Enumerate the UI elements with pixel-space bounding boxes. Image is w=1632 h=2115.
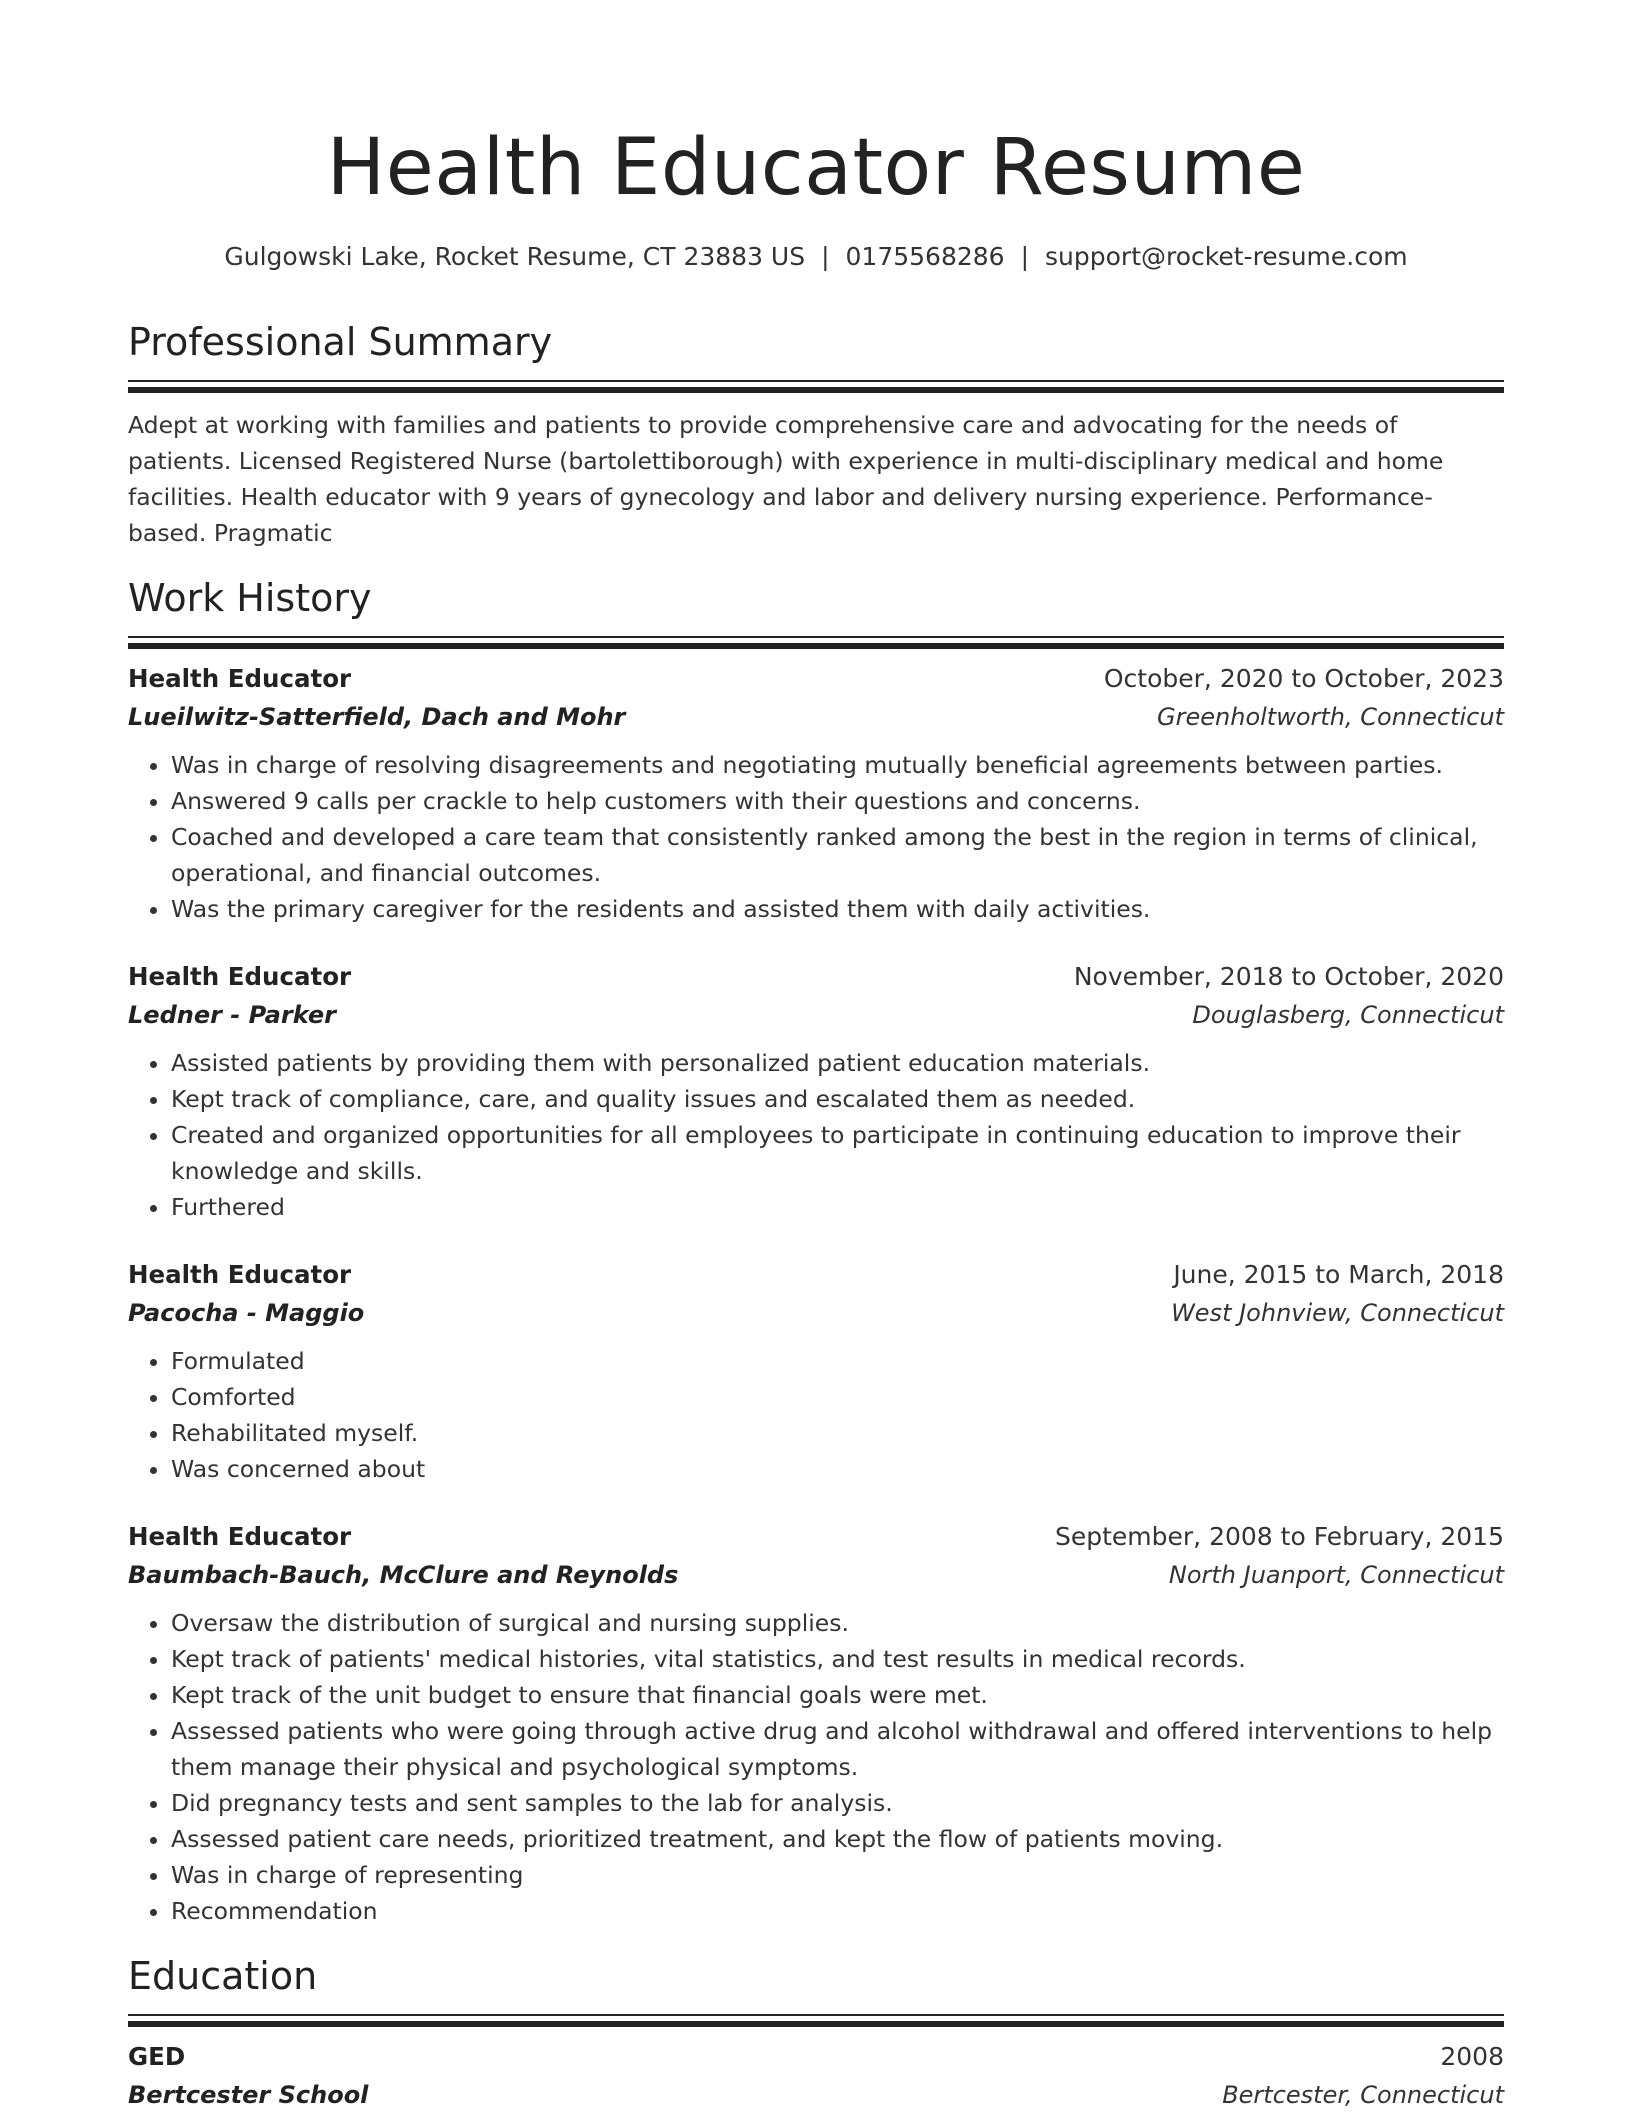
job-bullets <box>128 1343 1504 1487</box>
summary-heading: Professional Summary <box>128 320 553 364</box>
contact-address: Gulgowski Lake, Rocket Resume, CT 23883 US <box>224 242 806 271</box>
education-school: Bertcester School <box>128 2081 369 2109</box>
job-title: Health Educator <box>128 1522 352 1551</box>
bullet-item: • Assessed patient care needs, prioritized treatment, and kept the flow of patients moving. <box>171 1821 1504 1857</box>
bullet-item: • Comforted <box>171 1379 1504 1415</box>
job-bullets <box>128 747 1504 927</box>
job-company: Ledner - Parker <box>128 1001 336 1029</box>
contact-line <box>128 240 1504 274</box>
bullet-item: • Did pregnancy tests and sent samples to the lab for analysis. <box>171 1785 1504 1821</box>
job-dates: September, 2008 to February, 2015 <box>1055 1522 1504 1551</box>
job-company: Pacocha - Maggio <box>128 1299 365 1327</box>
bullet-item: • Created and organized opportunities for all employees to participate in continuing education to improve their knowledge and skills. <box>171 1117 1504 1189</box>
bullet-item: • Recommendation <box>171 1893 1504 1929</box>
work-history-section <box>128 573 1504 1929</box>
job-company: Baumbach-Bauch, McClure and Reynolds <box>128 1561 679 1589</box>
bullet-item: • Assisted patients by providing them with personalized patient education materials. <box>171 1045 1504 1081</box>
bullet-item: • Coached and developed a care team that consistently ranked among the best in the region in terms of clinical, operational, and financial outcomes. <box>171 819 1504 891</box>
education-entry <box>128 2039 1504 2115</box>
job-bullets <box>128 1605 1504 1929</box>
bullet-item: • Formulated <box>171 1343 1504 1379</box>
bullet-item: • Kept track of the unit budget to ensure that financial goals were met. <box>171 1677 1504 1713</box>
education-section <box>128 1951 1504 2115</box>
education-location: Bertcester, Connecticut <box>1222 2081 1504 2109</box>
job-location: West Johnview, Connecticut <box>1171 1299 1504 1327</box>
job-title: Health Educator <box>128 664 352 693</box>
contact-separator: | <box>821 242 830 271</box>
job-dates: June, 2015 to March, 2018 <box>1173 1260 1504 1289</box>
summary-section <box>128 317 1504 551</box>
job-entry <box>128 1519 1504 1929</box>
job-location: Greenholtworth, Connecticut <box>1157 703 1504 731</box>
job-location: North Juanport, Connecticut <box>1168 1561 1504 1589</box>
bullet-item: • Rehabilitated myself. <box>171 1415 1504 1451</box>
bullet-item: • Assessed patients who were going through active drug and alcohol withdrawal and offered interventions to help them manage their physical and psychological symptoms. <box>171 1713 1504 1785</box>
section-divider <box>128 636 1504 649</box>
bullet-item: • Was in charge of resolving disagreements and negotiating mutually beneficial agreements between parties. <box>171 747 1504 783</box>
resume-page <box>128 0 1504 2115</box>
contact-email: support@rocket-resume.com <box>1045 242 1408 271</box>
job-bullets <box>128 1045 1504 1225</box>
section-divider <box>128 380 1504 393</box>
job-entry <box>128 661 1504 927</box>
section-divider <box>128 2014 1504 2027</box>
education-heading: Education <box>128 1954 318 1998</box>
job-title: Health Educator <box>128 962 352 991</box>
bullet-item: • Kept track of patients' medical histories, vital statistics, and test results in medical records. <box>171 1641 1504 1677</box>
education-year: 2008 <box>1440 2042 1504 2071</box>
education-degree: GED <box>128 2042 186 2071</box>
bullet-item: • Answered 9 calls per crackle to help customers with their questions and concerns. <box>171 783 1504 819</box>
job-entry <box>128 959 1504 1225</box>
job-location: Douglasberg, Connecticut <box>1192 1001 1504 1029</box>
bullet-item: • Was in charge of representing <box>171 1857 1504 1893</box>
work-history-heading: Work History <box>128 576 372 620</box>
resume-title: Health Educator Resume <box>326 123 1306 213</box>
summary-text: Adept at working with families and patients to provide comprehensive care and advocating for the needs of patients. Licensed Registered Nurse (bartolettiborough) with experience in multi-disciplinary medical and home facilities. Health educator with 9 years of gynecology and labor and delivery nursing experience. Performance-based. Pragmatic <box>128 411 1444 547</box>
job-dates: November, 2018 to October, 2020 <box>1073 962 1504 991</box>
contact-separator: | <box>1020 242 1030 271</box>
bullet-item: • Was concerned about <box>171 1451 1504 1487</box>
job-company: Lueilwitz-Satterfield, Dach and Mohr <box>128 703 626 731</box>
bullet-item: • Kept track of compliance, care, and quality issues and escalated them as needed. <box>171 1081 1504 1117</box>
job-dates: October, 2020 to October, 2023 <box>1103 664 1504 693</box>
bullet-item: • Oversaw the distribution of surgical and nursing supplies. <box>171 1605 1504 1641</box>
bullet-item: • Was the primary caregiver for the residents and assisted them with daily activities. <box>171 891 1504 927</box>
job-title: Health Educator <box>128 1260 352 1289</box>
contact-phone: 0175568286 <box>845 242 1005 271</box>
bullet-item: • Furthered <box>171 1189 1504 1225</box>
job-entry <box>128 1257 1504 1487</box>
